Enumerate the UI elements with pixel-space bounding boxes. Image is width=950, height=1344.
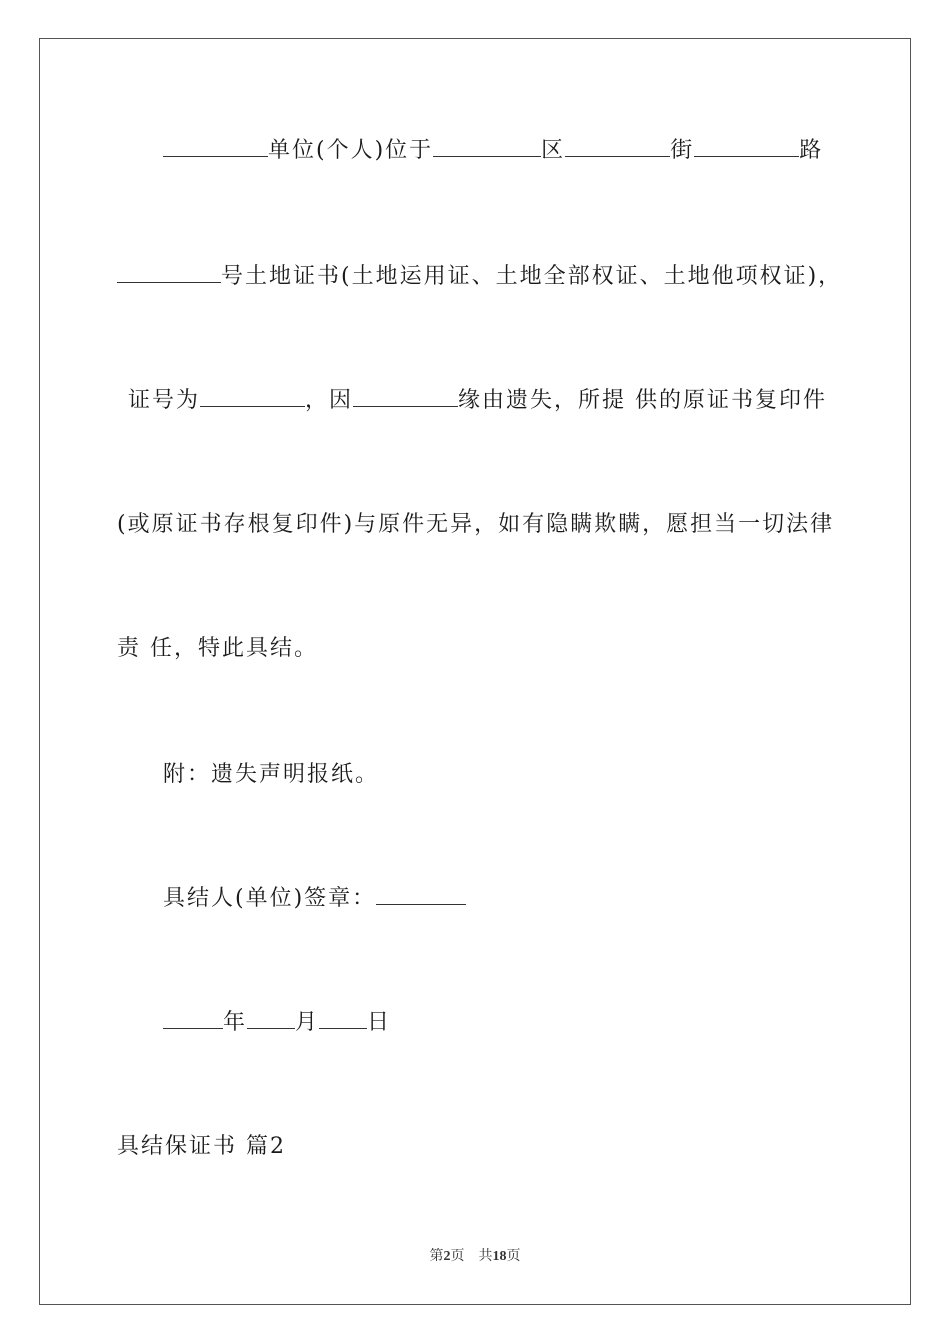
section-title (117, 1132, 286, 1162)
text-day: 日 (367, 1010, 392, 1035)
footer-total-number: 18 (492, 1249, 507, 1264)
text-certificate-type: 号土地证书(土地运用证、土地全部权证、土地他项权证)， (221, 264, 843, 289)
blank-day (319, 1008, 367, 1029)
text-signature-label: 具结人(单位)签章： (163, 886, 377, 911)
text-lost-reason: 缘由遗失，所提 供的原证书复印件 (458, 388, 828, 413)
footer-page-number: 2 (443, 1249, 451, 1264)
blank-street (565, 136, 670, 157)
text-because: ，因 (305, 388, 354, 413)
paragraph-copy-statement (117, 510, 834, 540)
blank-signature (376, 884, 466, 905)
footer-total-prefix: 共 (478, 1249, 493, 1264)
text-cert-number-label: 证号为 (128, 388, 201, 413)
paragraph-responsibility (117, 634, 318, 664)
date-line (163, 1008, 391, 1038)
text-unit-located: 单位(个人)位于 (268, 138, 434, 163)
footer-page-prefix: 第 (429, 1249, 444, 1264)
text-road: 路 (799, 138, 824, 163)
blank-month (247, 1008, 295, 1029)
footer-page-suffix: 页 (450, 1249, 465, 1264)
blank-district (433, 136, 541, 157)
blank-year (163, 1008, 223, 1029)
text-attachment: 附：遗失声明报纸。 (163, 762, 380, 787)
footer-total-suffix: 页 (506, 1249, 521, 1264)
text-section-title: 具结保证书 篇2 (117, 1134, 286, 1159)
paragraph-location (163, 136, 823, 166)
blank-reason (353, 386, 458, 407)
paragraph-cert-number (128, 386, 827, 416)
text-copy-statement: (或原证书存根复印件)与原件无异，如有隐瞒欺瞒，愿担当一切法律 (117, 512, 835, 537)
attachment-line (163, 760, 379, 790)
blank-cert-number (200, 386, 305, 407)
blank-number (117, 262, 221, 283)
paragraph-certificate (117, 262, 842, 292)
blank-unit (163, 136, 268, 157)
blank-road (694, 136, 799, 157)
text-month: 月 (295, 1010, 320, 1035)
page-footer (0, 1245, 950, 1265)
page-border (39, 38, 911, 1305)
text-responsibility: 责 任，特此具结。 (117, 636, 318, 661)
text-district: 区 (541, 138, 566, 163)
signature-line (163, 884, 466, 914)
text-year: 年 (223, 1010, 248, 1035)
text-street: 街 (670, 138, 695, 163)
